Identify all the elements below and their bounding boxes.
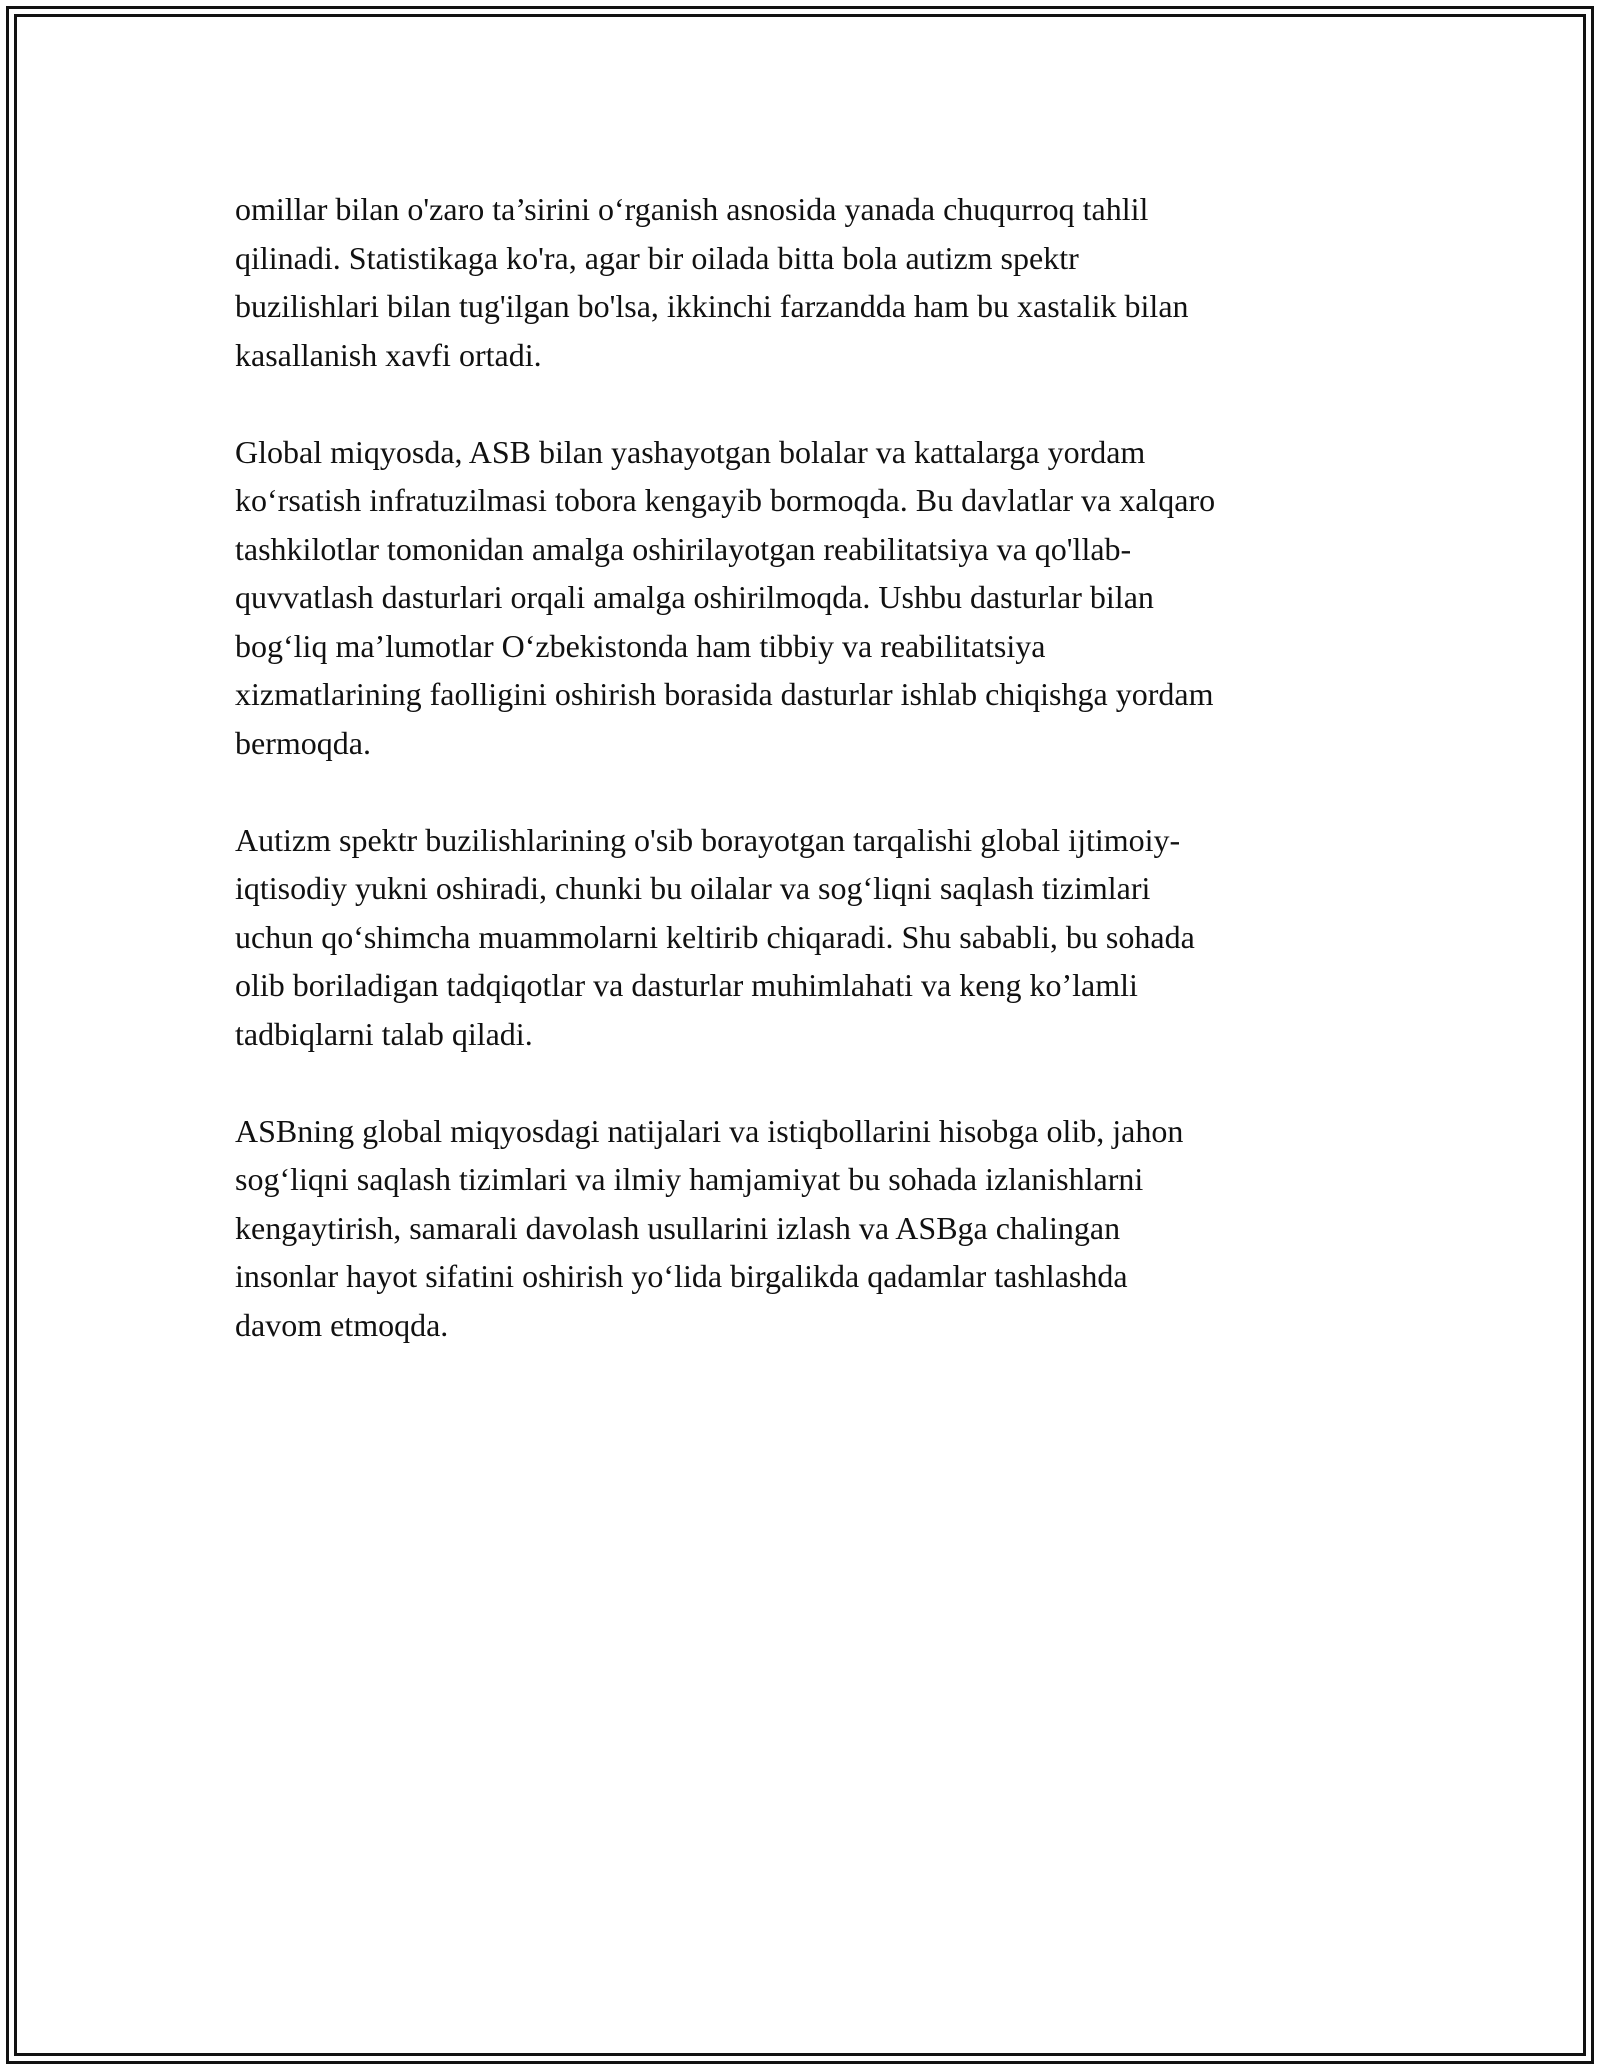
text-line: iqtisodiy yukni oshiradi, chunki bu oilalar va sog‘liqni saqlash tizimlari (235, 870, 1151, 906)
text-line: ASBning global miqyosdagi natijalari va istiqbollarini hisobga olib, jahon (235, 1112, 1184, 1149)
text-line: uchun qo‘shimcha muammolarni keltirib chiqaradi. Shu sababli, bu sohada (235, 918, 1195, 955)
text-line: omillar bilan o'zaro ta’sirini o‘rganish asnosida yanada chuqurroq tahlil (235, 191, 1149, 227)
text-line: buzilishlari bilan tug'ilgan bo'lsa, ikkinchi farzandda ham bu xastalik bilan (235, 288, 1189, 324)
text-line: davom etmoqda. (235, 1306, 449, 1343)
text-line: bermoqda. (235, 724, 371, 761)
paragraph-2 (235, 428, 1365, 768)
paragraph-3 (235, 816, 1365, 1059)
text-line: ko‘rsatish infratuzilmasi tobora kengayib bormoqda. Bu davlatlar va xalqaro (235, 482, 1216, 518)
text-line: kasallanish xavfi ortadi. (235, 336, 542, 373)
document-body (235, 185, 1365, 1398)
text-line: olib boriladigan tadqiqotlar va dasturlar muhimlahati va keng ko’lamli (235, 967, 1138, 1003)
text-line: sog‘liqni saqlash tizimlari va ilmiy hamjamiyat bu sohada izlanishlarni (235, 1161, 1144, 1197)
paragraph-1 (235, 185, 1365, 379)
text-line: Global miqyosda, ASB bilan yashayotgan bolalar va kattalarga yordam (235, 433, 1146, 470)
paragraph-4 (235, 1107, 1365, 1350)
text-line: Autizm spektr buzilishlarining o'sib borayotgan tarqalishi global ijtimoiy- (235, 821, 1181, 858)
text-line: tashkilotlar tomonidan amalga oshirilayotgan reabilitatsiya va qo'llab- (235, 530, 1132, 567)
text-line: kengaytirish, samarali davolash usullarini izlash va ASBga chalingan (235, 1209, 1121, 1246)
text-line: tadbiqlarni talab qiladi. (235, 1015, 533, 1052)
text-line: bog‘liq ma’lumotlar O‘zbekistonda ham tibbiy va reabilitatsiya (235, 627, 1046, 664)
text-line: quvvatlash dasturlari orqali amalga oshirilmoqda. Ushbu dasturlar bilan (235, 579, 1154, 615)
text-line: xizmatlarining faolligini oshirish borasida dasturlar ishlab chiqishga yordam (235, 676, 1214, 712)
text-line: insonlar hayot sifatini oshirish yo‘lida birgalikda qadamlar tashlashda (235, 1258, 1128, 1294)
text-line: qilinadi. Statistikaga ko'ra, agar bir oilada bitta bola autizm spektr (235, 239, 1079, 276)
